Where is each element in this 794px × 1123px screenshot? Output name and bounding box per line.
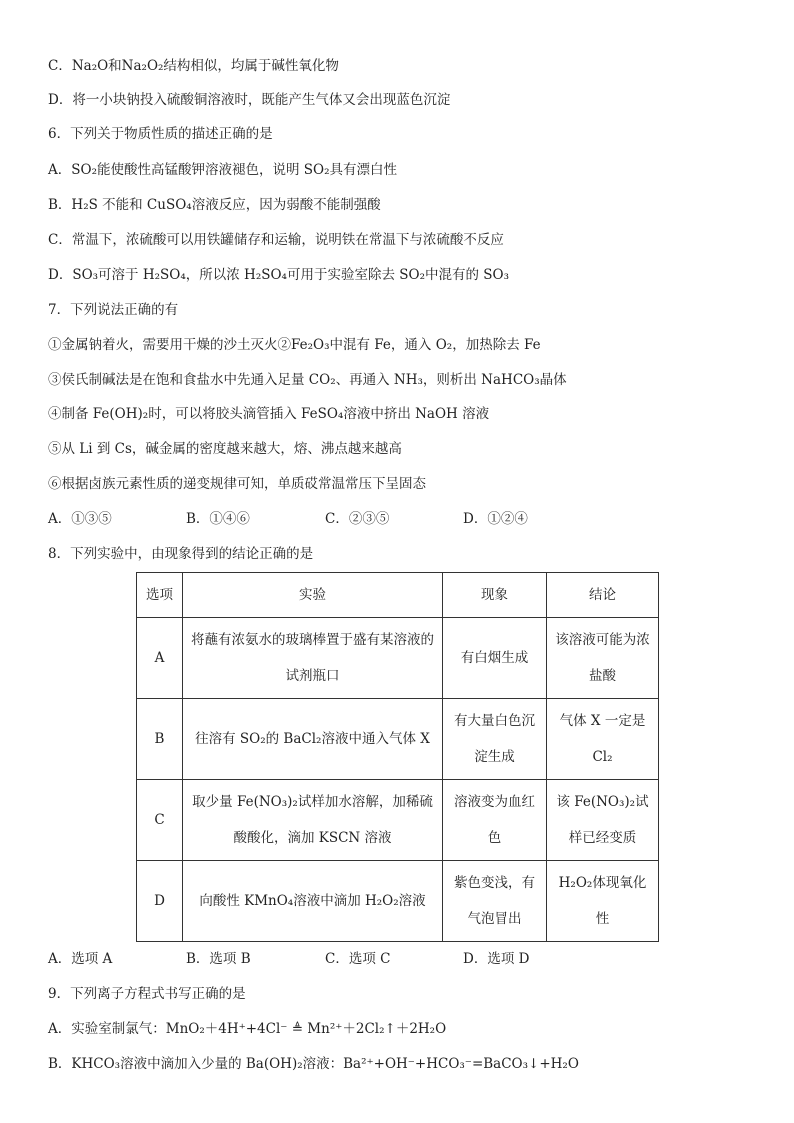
row-option: B [137,699,183,780]
q9-stem: 9．下列离子方程式书写正确的是 [48,986,246,1002]
q9-option-a: A．实验室制氯气：MnO₂＋4H⁺+4Cl⁻ ≜ Mn²⁺＋2Cl₂↑＋2H₂O [48,1021,447,1037]
row-experiment: 取少量 Fe(NO₃)₂试样加水溶解，加稀硫酸酸化，滴加 KSCN 溶液 [183,780,443,861]
q7-statement-1-2: ①金属钠着火，需要用干燥的沙土灭火②Fe₂O₃中混有 Fe，通入 O₂，加热除去 Fe [48,337,541,353]
table-row [137,618,659,699]
row-conclusion: 该溶液可能为浓盐酸 [547,618,659,699]
header-phenomenon: 现象 [443,573,547,618]
q6-option-b: B．H₂S 不能和 CuSO₄溶液反应，因为弱酸不能制强酸 [48,197,381,213]
header-experiment: 实验 [183,573,443,618]
q8-option-b: B．选项 B [186,951,251,967]
q9-option-b: B．KHCO₃溶液中滴加入少量的 Ba(OH)₂溶液：Ba²⁺+OH⁻+HCO₃⁻=BaCO₃↓+H₂O [48,1056,579,1072]
row-conclusion: 该 Fe(NO₃)₂试样已经变质 [547,780,659,861]
row-conclusion: 气体 X 一定是 Cl₂ [547,699,659,780]
q6-stem: 6．下列关于物质性质的描述正确的是 [48,126,273,142]
q7-statement-4: ④制备 Fe(OH)₂时，可以将胶头滴管插入 FeSO₄溶液中挤出 NaOH 溶液 [48,406,490,422]
q5-option-d: D．将一小块钠投入硫酸铜溶液时，既能产生气体又会出现蓝色沉淀 [48,92,451,108]
q7-option-c: C．②③⑤ [325,511,390,527]
q6-option-a: A．SO₂能使酸性高锰酸钾溶液褪色，说明 SO₂具有漂白性 [48,162,397,178]
q7-stem: 7．下列说法正确的有 [48,302,179,318]
row-experiment: 往溶有 SO₂的 BaCl₂溶液中通入气体 X [183,699,443,780]
q7-statement-5: ⑤从 Li 到 Cs，碱金属的密度越来越大，熔、沸点越来越高 [48,441,402,457]
row-experiment: 向酸性 KMnO₄溶液中滴加 H₂O₂溶液 [183,861,443,942]
row-phenomenon: 有白烟生成 [443,618,547,699]
header-conclusion: 结论 [547,573,659,618]
q7-option-b: B．①④⑥ [186,511,250,527]
row-phenomenon: 紫色变浅，有气泡冒出 [443,861,547,942]
row-phenomenon: 溶液变为血红色 [443,780,547,861]
table-row [137,861,659,942]
header-option: 选项 [137,573,183,618]
row-phenomenon: 有大量白色沉淀生成 [443,699,547,780]
q6-option-c: C．常温下，浓硫酸可以用铁罐储存和运输，说明铁在常温下与浓硫酸不反应 [48,232,504,248]
q6-option-d: D．SO₃可溶于 H₂SO₄，所以浓 H₂SO₄可用于实验室除去 SO₂中混有的 SO₃ [48,267,509,283]
q7-option-d: D．①②④ [463,511,528,527]
row-option: C [137,780,183,861]
q8-option-d: D．选项 D [463,951,530,967]
q5-option-c: C．Na₂O和Na₂O₂结构相似，均属于碱性氧化物 [48,58,339,74]
q8-option-c: C．选项 C [325,951,391,967]
q8-table [136,572,659,942]
q7-option-a: A．①③⑤ [48,511,112,527]
table-row [137,699,659,780]
table-header-row [137,573,659,618]
q7-statement-6: ⑥根据卤族元素性质的递变规律可知，单质砹常温常压下呈固态 [48,476,426,492]
q8-stem: 8．下列实验中，由现象得到的结论正确的是 [48,546,314,562]
row-experiment: 将蘸有浓氨水的玻璃棒置于盛有某溶液的试剂瓶口 [183,618,443,699]
row-option: D [137,861,183,942]
table-row [137,780,659,861]
q8-option-a: A．选项 A [48,951,113,967]
row-option: A [137,618,183,699]
row-conclusion: H₂O₂体现氧化性 [547,861,659,942]
q7-statement-3: ③侯氏制碱法是在饱和食盐水中先通入足量 CO₂、再通入 NH₃，则析出 NaHCO₃晶体 [48,372,567,388]
